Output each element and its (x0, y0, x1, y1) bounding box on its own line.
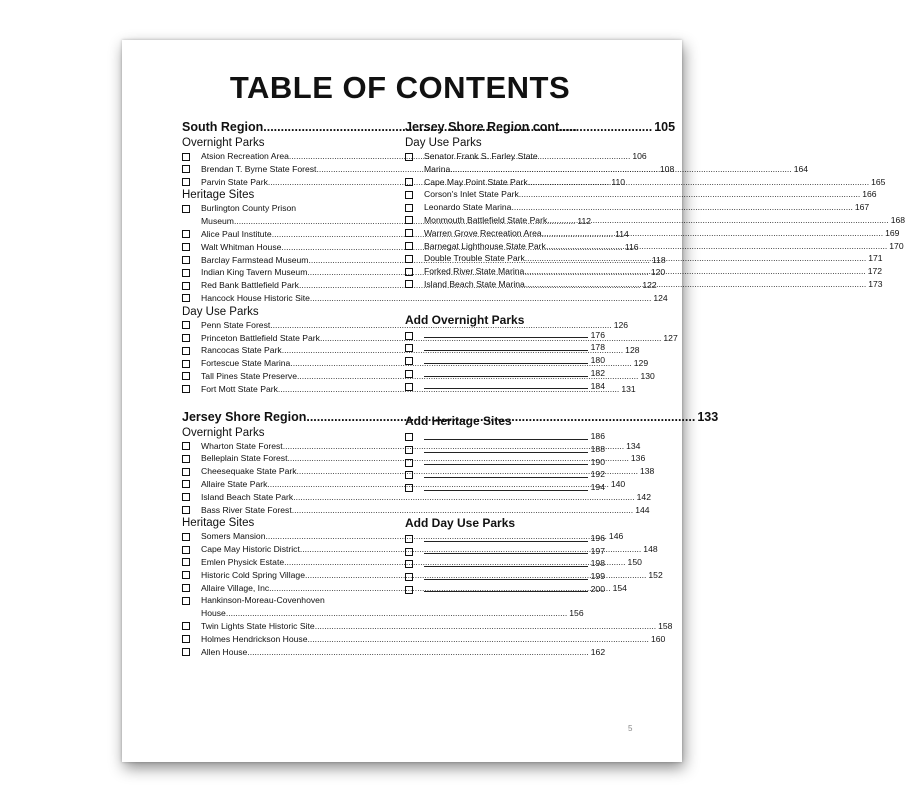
entry-page: 173 (868, 278, 883, 289)
entry-page: 166 (862, 189, 877, 200)
entry-page: 198 (590, 558, 605, 569)
group-heading: Day Use Parks (182, 305, 259, 318)
checkbox[interactable] (405, 153, 413, 161)
checkbox[interactable] (405, 332, 413, 340)
write-in-line[interactable] (424, 541, 588, 542)
checkbox[interactable] (405, 344, 413, 352)
entry-text (424, 188, 877, 201)
entry-page: 158 (658, 620, 673, 631)
entry-name: Alice Paul Institute (201, 228, 272, 239)
entry-line (424, 252, 883, 265)
checkbox[interactable] (182, 480, 190, 488)
entry-text (424, 176, 885, 189)
entry-page: 108 (659, 163, 675, 174)
blank-entry (405, 341, 605, 354)
entry-page: 160 (650, 633, 666, 644)
entry-name: Historic Cold Spring Village (201, 569, 305, 580)
entry-line (424, 278, 883, 291)
blank-entry (405, 380, 605, 393)
toc-entry (405, 188, 877, 201)
group-heading: Overnight Parks (182, 137, 265, 149)
checkbox[interactable] (182, 282, 190, 290)
entry-page: 129 (633, 358, 649, 369)
entry-name: Wharton State Forest (201, 440, 283, 451)
entry-name-cont: Marina (424, 163, 451, 174)
entry-name: Somers Mansion (201, 531, 266, 542)
checkbox[interactable] (182, 334, 190, 342)
entry-page: 128 (625, 345, 640, 356)
dot-leader (546, 240, 887, 253)
entry-line (424, 176, 885, 189)
entry-page: 167 (854, 202, 870, 213)
dot-leader (450, 163, 791, 176)
page-title: TABLE OF CONTENTS (229, 70, 571, 105)
add-section-heading: Add Heritage Sites (405, 414, 512, 429)
dot-leader (247, 646, 588, 659)
entry-line (201, 607, 584, 620)
checkbox[interactable] (405, 268, 413, 276)
checkbox[interactable] (405, 255, 413, 263)
entry-page: 165 (871, 176, 886, 187)
entry-page: 150 (627, 556, 642, 567)
entry-text (424, 278, 883, 291)
entry-text (424, 252, 883, 265)
write-in-line[interactable] (424, 566, 588, 567)
blank-entry (405, 570, 605, 583)
entry-name: Twin Lights State Historic Site (201, 620, 315, 631)
entry-line (424, 227, 899, 240)
entry-page: 120 (650, 267, 666, 278)
entry-name: Double Trouble State Park (424, 253, 525, 264)
blank-entry (405, 545, 605, 558)
entry-page: 116 (624, 241, 639, 252)
checkbox[interactable] (405, 471, 413, 479)
entry-page: 142 (636, 491, 651, 502)
entry-page: 168 (890, 214, 905, 225)
entry-name: Fortescue State Marina (201, 358, 291, 369)
entry-line (201, 646, 605, 659)
checkbox[interactable] (182, 455, 190, 463)
entry-name: Hankinson-Moreau-Covenhoven (201, 595, 325, 606)
entry-name: Island Beach State Park (201, 491, 294, 502)
region-name: South Region (182, 120, 264, 134)
checkbox[interactable] (182, 648, 190, 656)
region-heading (405, 120, 605, 134)
entry-name: Bass River State Forest (201, 504, 292, 515)
checkbox[interactable] (182, 558, 190, 566)
entry-name: Cheesequake State Park (201, 466, 297, 477)
entry-page: 170 (889, 240, 904, 251)
region-page: 133 (697, 409, 719, 424)
entry-line (424, 163, 808, 176)
entry-page: 182 (590, 367, 605, 378)
entry-name: Tall Pines State Preserve (201, 370, 298, 381)
dot-leader (226, 607, 567, 620)
entry-name: Island Beach State Marina (424, 278, 525, 289)
write-in-line[interactable] (424, 553, 588, 554)
entry-page: 194 (590, 482, 605, 493)
checkbox[interactable] (405, 370, 413, 378)
entry-page: 118 (651, 254, 666, 265)
entry-name: Indian King Tavern Museum (201, 267, 308, 278)
blank-entry (405, 443, 605, 456)
write-in-line[interactable] (424, 477, 588, 478)
checkbox[interactable] (182, 205, 190, 213)
checkbox[interactable] (182, 385, 190, 393)
entry-name: Allaire State Park (201, 478, 268, 489)
entry-page: 146 (608, 531, 624, 542)
entry-name: Princeton Battlefield State Park (201, 332, 320, 343)
checkbox[interactable] (405, 216, 413, 224)
checkbox[interactable] (405, 280, 413, 288)
entry-page: 190 (590, 456, 605, 467)
checkbox[interactable] (405, 357, 413, 365)
checkbox[interactable] (405, 242, 413, 250)
section-gap (182, 396, 384, 410)
entry-page: 188 (590, 443, 605, 454)
entry-page: 154 (612, 582, 627, 593)
checkbox[interactable] (405, 383, 413, 391)
entry-page: 156 (569, 608, 584, 619)
toc-entry (182, 620, 673, 633)
region-name: Jersey Shore Region (182, 409, 307, 424)
entry-page: 186 (590, 431, 605, 442)
entry-name: Holmes Hendrickson House (201, 633, 308, 644)
checkbox[interactable] (405, 229, 413, 237)
blank-entry (405, 367, 605, 380)
entry-text (424, 201, 869, 214)
checkbox[interactable] (405, 204, 413, 212)
entry-page: 110 (611, 176, 626, 187)
entry-name-cont: Museum (201, 216, 234, 227)
region-name: Jersey Shore Region cont..... (405, 120, 577, 134)
entry-page: 199 (590, 570, 605, 581)
entry-text (201, 594, 584, 620)
entry-page: 112 (577, 216, 592, 227)
entry-name: Senator Frank S. Farley State (424, 151, 538, 161)
write-in-line[interactable] (424, 363, 588, 364)
checkbox[interactable] (405, 535, 413, 543)
toc-entry (182, 292, 668, 305)
checkbox[interactable] (182, 178, 190, 186)
group-heading: Heritage Sites (182, 189, 255, 202)
entry-text (424, 214, 905, 227)
entry-page: 171 (868, 253, 883, 264)
checkbox[interactable] (182, 442, 190, 450)
write-in-line[interactable] (424, 464, 588, 465)
toc-entry (405, 214, 905, 227)
toc-entry (182, 594, 584, 620)
add-section-heading: Add Day Use Parks (405, 515, 516, 530)
entry-page: 114 (615, 228, 629, 239)
group-heading: Overnight Parks (182, 426, 265, 439)
checkbox[interactable] (405, 191, 413, 199)
region-page: 105 (654, 120, 676, 134)
entry-page: 136 (630, 453, 646, 464)
dot-leader (547, 214, 888, 227)
entry-name: Allaire Village, Inc (201, 582, 270, 593)
checkbox[interactable] (405, 459, 413, 467)
checkbox[interactable] (182, 468, 190, 476)
toc-entry (182, 504, 650, 517)
checkbox[interactable] (182, 493, 190, 501)
group-heading: Heritage Sites (182, 517, 255, 530)
checkbox[interactable] (182, 165, 190, 173)
entry-name: Parvin State Park (201, 176, 268, 187)
entry-page: 131 (621, 383, 636, 394)
write-in-line[interactable] (424, 388, 588, 389)
checkbox[interactable] (405, 433, 413, 441)
entry-name: Rancocas State Park (201, 345, 282, 356)
checkbox[interactable] (182, 347, 190, 355)
entry-name: Corson's Inlet State Park (424, 189, 519, 200)
entry-page: 106 (632, 151, 647, 161)
checkbox[interactable] (405, 560, 413, 568)
entry-page: 138 (639, 466, 655, 477)
checkbox[interactable] (182, 294, 190, 302)
entry-name-cont: House (201, 608, 226, 619)
checkbox[interactable] (182, 243, 190, 251)
checkbox[interactable] (182, 360, 190, 368)
dot-leader (525, 278, 866, 291)
entry-page: 140 (610, 478, 626, 489)
entry-page: 164 (793, 163, 809, 174)
entry-name: Atsion Recreation Area (201, 151, 289, 161)
entry-page: 134 (626, 440, 641, 451)
checkbox[interactable] (182, 321, 190, 329)
blank-entry (405, 456, 605, 469)
toc-entry (405, 201, 870, 214)
entry-page: 169 (885, 227, 900, 238)
entry-name: Barnegat Lighthouse State Park (424, 240, 546, 251)
checkbox[interactable] (182, 622, 190, 630)
entry-page: 130 (640, 370, 655, 381)
entry-page: 197 (590, 545, 605, 556)
entry-page: 144 (635, 504, 650, 515)
checkbox[interactable] (182, 546, 190, 554)
blank-entry (405, 557, 605, 570)
checkbox[interactable] (182, 506, 190, 514)
dot-leader (519, 188, 860, 201)
toc-entry (182, 633, 666, 646)
entry-page: 200 (590, 583, 605, 594)
entry-name: Walt Whitman House (201, 241, 282, 252)
entry-text (201, 620, 672, 633)
write-in-line[interactable] (424, 452, 588, 453)
checkbox[interactable] (405, 586, 413, 594)
entry-name: Emlen Physick Estate (201, 556, 285, 567)
checkbox[interactable] (405, 484, 413, 492)
entry-name: Cape May Point State Park (424, 176, 528, 187)
toc-entry (182, 491, 651, 504)
checkbox[interactable] (405, 446, 413, 454)
write-in-line[interactable] (424, 337, 588, 338)
checkbox[interactable] (182, 372, 190, 380)
dot-leader (315, 620, 656, 633)
write-in-line[interactable] (424, 439, 588, 440)
group-heading: Day Use Parks (405, 137, 482, 149)
entry-name: Warren Grove Recreation Area (424, 227, 542, 238)
entry-page: 126 (613, 319, 629, 330)
entry-name: Brendan T. Byrne State Forest (201, 163, 317, 174)
blank-entry (405, 532, 605, 545)
blank-entry (405, 468, 605, 481)
entry-page: 152 (648, 569, 663, 580)
entry-page: 196 (590, 532, 605, 543)
entry-name: Belleplain State Forest (201, 453, 288, 464)
dot-leader (525, 252, 866, 265)
entry-text (201, 633, 665, 646)
entry-text (424, 227, 899, 240)
entry-text (201, 646, 605, 659)
entry-line (424, 201, 869, 214)
entry-page: 178 (590, 342, 605, 353)
dot-leader (308, 633, 649, 646)
blank-entry (405, 354, 605, 367)
entry-text (424, 265, 882, 278)
entry-name: Barclay Farmstead Museum (201, 254, 309, 265)
entry-name: Allen House (201, 646, 248, 657)
entry-page: 122 (642, 280, 657, 291)
entry-page: 172 (867, 266, 883, 277)
write-in-line[interactable] (424, 350, 588, 351)
checkbox[interactable] (405, 548, 413, 556)
checkbox[interactable] (405, 573, 413, 581)
blank-entry (405, 583, 605, 596)
page-number: 5 (628, 724, 633, 733)
entry-text (424, 150, 808, 176)
entry-name: Burlington County Prison (201, 203, 297, 214)
entry-page: 124 (653, 292, 668, 303)
entry-name: Hancock House Historic Site (201, 292, 310, 303)
entry-page: 192 (590, 469, 605, 480)
dot-leader (511, 201, 852, 214)
entry-line (424, 188, 877, 201)
write-in-line[interactable] (424, 579, 588, 580)
add-section-heading: Add Overnight Parks (405, 312, 525, 327)
checkbox[interactable] (182, 269, 190, 277)
entry-line (424, 265, 882, 278)
entry-text (424, 240, 904, 253)
blank-entry (405, 329, 605, 342)
write-in-line[interactable] (424, 490, 588, 491)
checkbox[interactable] (405, 178, 413, 186)
entry-name: Leonardo State Marina (424, 202, 512, 213)
toc-entry (182, 646, 606, 659)
entry-name: Monmouth Battlefield State Park (424, 214, 548, 225)
entry-name: Penn State Forest (201, 319, 271, 330)
entry-line (201, 620, 672, 633)
write-in-line[interactable] (424, 591, 588, 592)
blank-entry (405, 481, 605, 494)
entry-name: Forked River State Marina (424, 266, 525, 277)
entry-page: 184 (590, 380, 605, 391)
entry-page: 148 (643, 544, 658, 555)
dot-leader (542, 227, 883, 240)
entry-line (424, 240, 904, 253)
checkbox[interactable] (182, 635, 190, 643)
checkbox[interactable] (182, 153, 190, 161)
write-in-line[interactable] (424, 376, 588, 377)
entry-line (201, 633, 665, 646)
entry-name: Fort Mott State Park (201, 383, 278, 394)
checkbox[interactable] (182, 597, 190, 605)
entry-page: 162 (590, 646, 606, 657)
dot-leader (528, 176, 869, 189)
entry-page: 127 (663, 332, 678, 343)
checkbox[interactable] (182, 584, 190, 592)
entry-page: 176 (590, 329, 605, 340)
entry-name: Red Bank Battlefield Park (201, 280, 299, 291)
checkbox[interactable] (182, 256, 190, 264)
blank-entry (405, 430, 605, 443)
checkbox[interactable] (182, 533, 190, 541)
checkbox[interactable] (182, 230, 190, 238)
entry-name: Cape May Historic District (201, 544, 300, 555)
checkbox[interactable] (182, 571, 190, 579)
entry-line (424, 214, 905, 227)
entry-page: 180 (590, 355, 605, 366)
dot-leader (524, 265, 865, 278)
